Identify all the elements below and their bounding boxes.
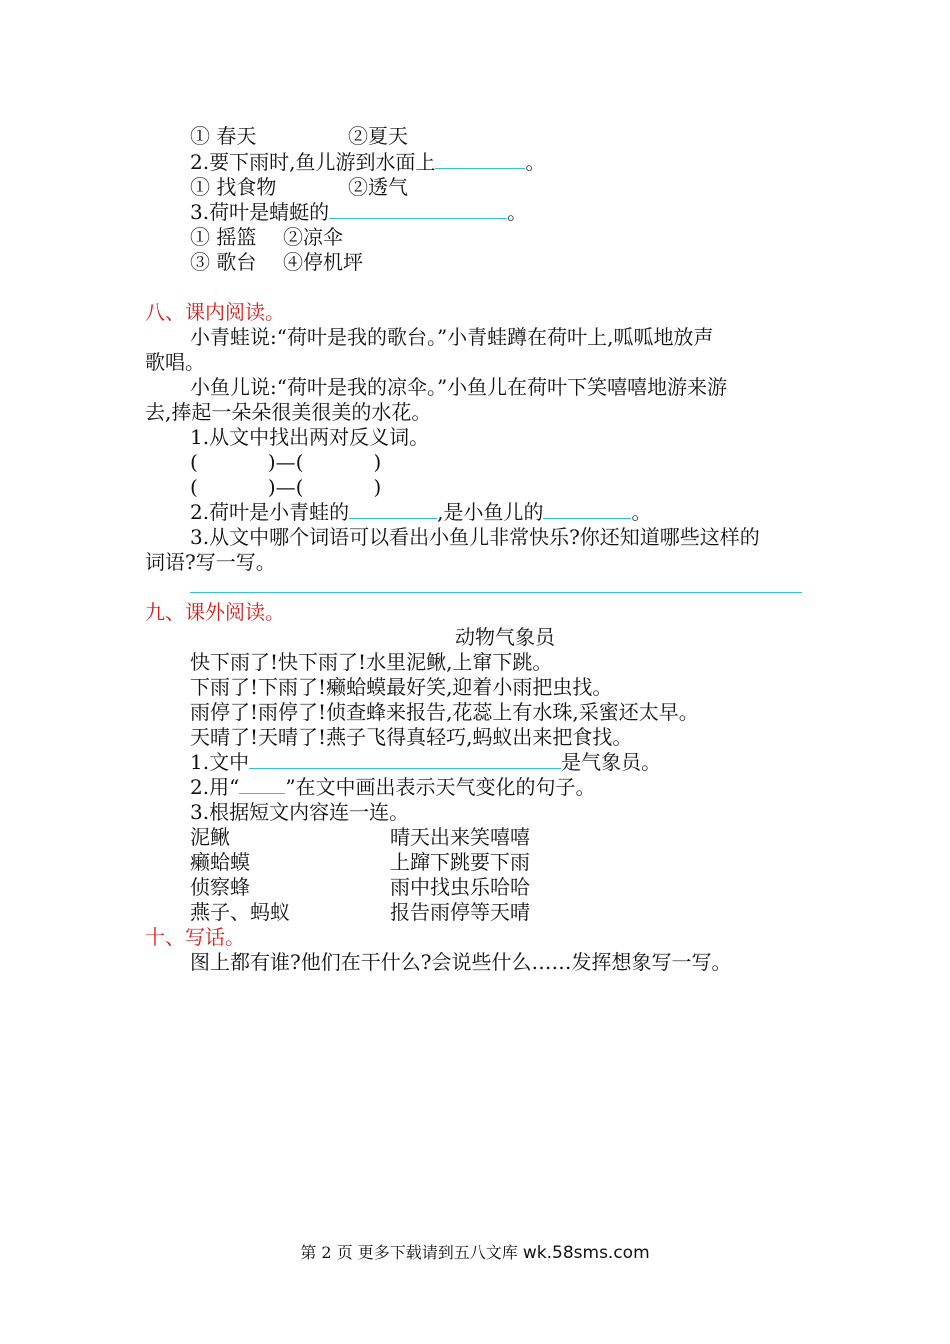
option-4: ④停机坪 (283, 250, 363, 274)
match-left-item[interactable]: 泥鳅 (190, 825, 230, 849)
option-1: ① 找食物 (190, 175, 277, 199)
section-9-heading: 九、课外阅读。 (145, 600, 285, 624)
dash: — (275, 450, 296, 474)
footer-link[interactable]: wk.58sms.com (522, 1243, 650, 1263)
question-end: 。 (525, 150, 546, 174)
passage-line: 小鱼儿说:“荷叶是我的凉伞。”小鱼儿在荷叶下笑嘻嘻地游来游 (190, 375, 728, 399)
passage-line: 小青蛙说:“荷叶是我的歌台。”小青蛙蹲在荷叶上,呱呱地放声 (190, 325, 714, 349)
open-paren: ( (190, 475, 198, 499)
page-footer (0, 1242, 950, 1264)
section-10-heading: 十、写话。 (145, 925, 245, 949)
poem-line: 下雨了!下雨了!癞蛤蟆最好笑,迎着小雨把虫找。 (190, 675, 613, 699)
question-8-1: 1.从文中找出两对反义词。 (190, 425, 430, 449)
option-2: ②凉伞 (283, 225, 343, 249)
writing-prompt: 图上都有谁?他们在干什么?会说些什么……发挥想象写一写。 (190, 950, 732, 974)
close-paren: ) (373, 475, 382, 499)
question-text: 2.荷叶是小青蛙的 (190, 500, 350, 524)
dash: — (275, 475, 296, 499)
passage-line: 歌唱。 (145, 350, 205, 374)
match-right-item[interactable]: 雨中找虫乐哈哈 (390, 875, 530, 899)
underline-sample (239, 775, 285, 794)
question-7-2 (190, 150, 545, 174)
answer-blank[interactable] (249, 750, 561, 769)
answer-blank[interactable] (329, 200, 507, 219)
footer-text: 第 2 页 更多下载请到五八文库 (300, 1243, 523, 1262)
question-text: 2.要下雨时,鱼儿游到水面上 (190, 150, 436, 174)
close-paren: ) (267, 475, 276, 499)
question-9-2 (190, 775, 596, 799)
question-9-3: 3.根据短文内容连一连。 (190, 800, 410, 824)
poem-line: 天晴了!天晴了!燕子飞得真轻巧,蚂蚁出来把食找。 (190, 725, 633, 749)
question-8-3: 3.从文中哪个词语可以看出小鱼儿非常快乐?你还知道哪些这样的 (190, 525, 760, 549)
match-left-item[interactable]: 癞蛤蟆 (190, 850, 250, 874)
answer-blank[interactable] (543, 500, 631, 519)
close-paren: ) (373, 450, 382, 474)
close-paren: ) (267, 450, 276, 474)
option-1: ① 春天 (190, 124, 257, 148)
answer-blank[interactable] (349, 500, 437, 519)
question-text: 是气象员。 (561, 750, 662, 774)
open-paren: ( (295, 475, 304, 499)
match-right-item[interactable]: 上蹿下跳要下雨 (390, 850, 530, 874)
match-left-item[interactable]: 燕子、蚂蚁 (190, 900, 290, 924)
question-end: 。 (507, 200, 528, 224)
question-end: 。 (631, 500, 652, 524)
question-text: 3.荷叶是蜻蜓的 (190, 200, 330, 224)
question-9-1 (190, 750, 661, 774)
option-2: ②透气 (348, 175, 408, 199)
answer-blank[interactable] (435, 150, 525, 169)
answer-line[interactable] (190, 592, 802, 593)
match-right-item[interactable]: 晴天出来笑嘻嘻 (390, 825, 530, 849)
section-8-heading: 八、课内阅读。 (145, 300, 285, 324)
open-paren: ( (295, 450, 304, 474)
question-text: 1.文中 (190, 750, 250, 774)
match-right-item[interactable]: 报告雨停等天晴 (390, 900, 530, 924)
antonym-pair-1 (190, 450, 381, 474)
passage-line: 去,捧起一朵朵很美很美的水花。 (145, 400, 432, 424)
question-7-3 (190, 200, 527, 224)
option-2: ②夏天 (348, 124, 408, 148)
question-text: 2.用“ (190, 775, 240, 799)
option-3: ③ 歌台 (190, 250, 257, 274)
question-text: ”在文中画出表示天气变化的句子。 (285, 775, 596, 799)
question-8-3-cont: 词语?写一写。 (145, 550, 276, 574)
antonym-pair-2 (190, 475, 381, 499)
poem-line: 快下雨了!快下雨了!水里泥鳅,上窜下跳。 (190, 650, 553, 674)
question-text: ,是小鱼儿的 (437, 500, 544, 524)
poem-title: 动物气象员 (455, 625, 555, 649)
poem-line: 雨停了!雨停了!侦查蜂来报告,花蕊上有水珠,采蜜还太早。 (190, 700, 699, 724)
option-1: ① 摇篮 (190, 225, 257, 249)
open-paren: ( (190, 450, 198, 474)
question-8-2 (190, 500, 651, 524)
match-left-item[interactable]: 侦察蜂 (190, 875, 250, 899)
